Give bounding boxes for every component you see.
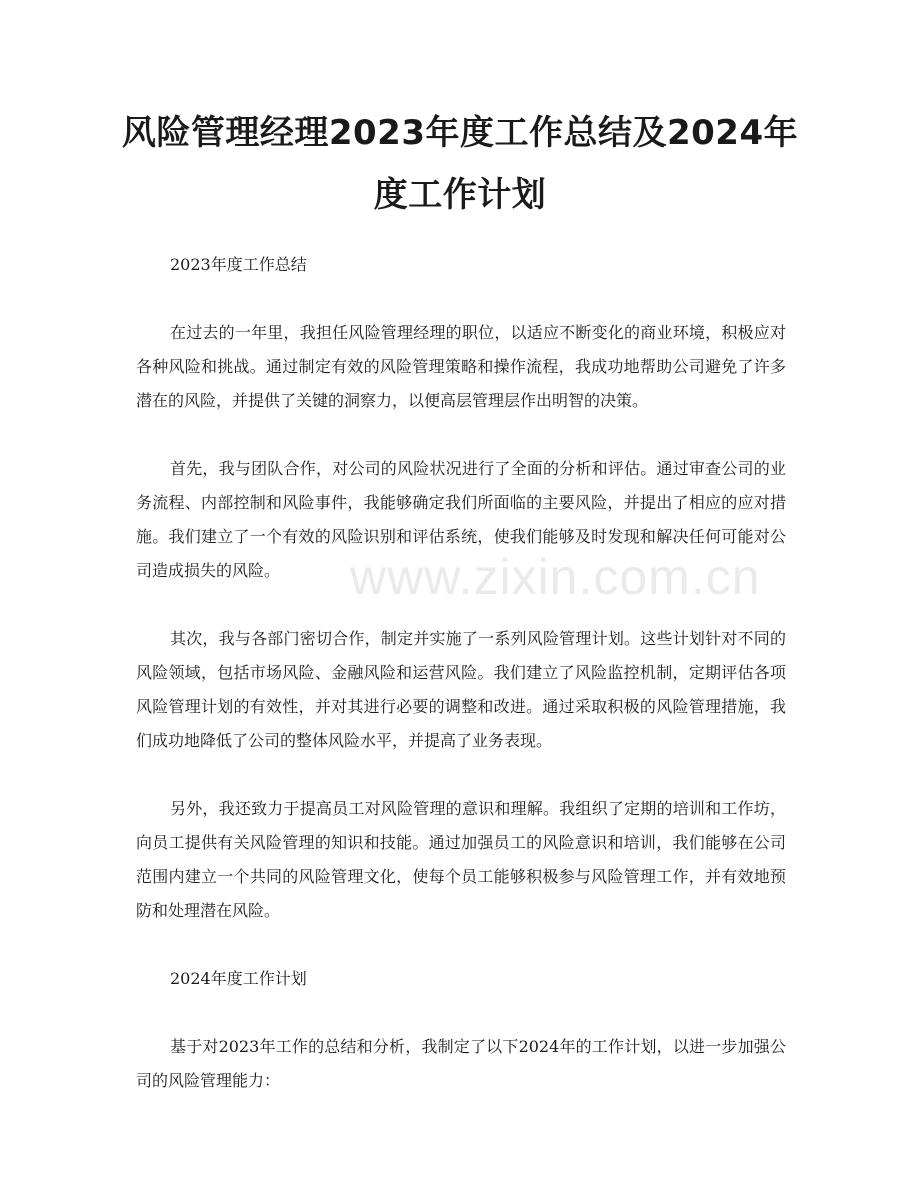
paragraph: 另外，我还致力于提高员工对风险管理的意识和理解。我组织了定期的培训和工作坊，向员工提供有关风险管理的知识和技能。通过加强员工的风险意识和培训，我们能够在公司范围内建立一个共同的风险管理文化，使每个员工能够积极参与风险管理工作，并有效地预防和处理潜在风险。 — [136, 799, 786, 920]
section-heading-2024-plan: 2024年度工作计划 — [170, 969, 307, 988]
paragraph: 首先，我与团队合作，对公司的风险状况进行了全面的分析和评估。通过审查公司的业务流程、内部控制和风险事件，我能够确定我们所面临的主要风险，并提出了相应的应对措施。我们建立了一个有效的风险识别和评估系统，使我们能够及时发现和解决任何可能对公司造成损失的风险。 — [136, 459, 786, 580]
watermark: www.zixin.com.cn — [350, 549, 761, 605]
document-title: 风险管理经理2023年度工作总结及2024年度工作计划 — [121, 113, 799, 215]
paragraph: 在过去的一年里，我担任风险管理经理的职位，以适应不断变化的商业环境，积极应对各种风险和挑战。通过制定有效的风险管理策略和操作流程，我成功地帮助公司避免了许多潜在的风险，并提供了关键的洞察力，以便高层管理层作出明智的决策。 — [136, 323, 786, 410]
paragraph: 基于对2023年工作的总结和分析，我制定了以下2024年的工作计划，以进一步加强公司的风险管理能力： — [136, 1037, 786, 1090]
paragraph: 其次，我与各部门密切合作，制定并实施了一系列风险管理计划。这些计划针对不同的风险领域，包括市场风险、金融风险和运营风险。我们建立了风险监控机制，定期评估各项风险管理计划的有效性，并对其进行必要的调整和改进。通过采取积极的风险管理措施，我们成功地降低了公司的整体风险水平，并提高了业务表现。 — [136, 629, 786, 750]
section-heading-2023-summary: 2023年度工作总结 — [170, 255, 307, 274]
document-body — [136, 248, 786, 1132]
